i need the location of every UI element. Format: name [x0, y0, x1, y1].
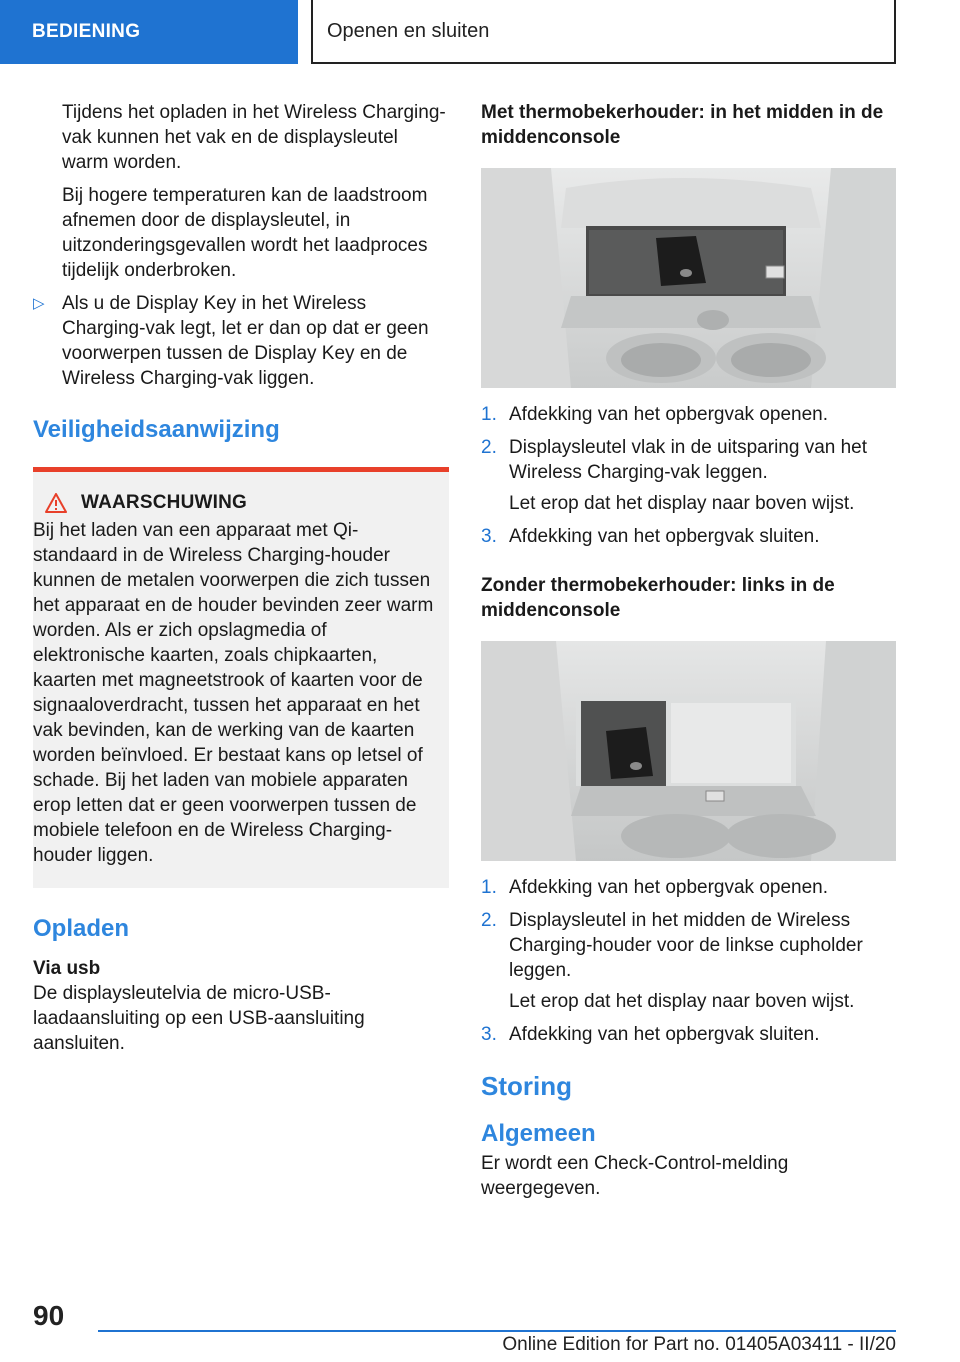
steps-without-holder [481, 875, 896, 1047]
step-item [481, 524, 896, 549]
bullet-item [33, 291, 449, 391]
warning-box [33, 467, 449, 888]
intro-paragraph-2: Bij hogere temperaturen kan de laadstroom afnemen door de displaysleutel, in uitzonderingsgevallen wordt het laadproces tijdelijk onderbroken. [62, 185, 428, 281]
warning-triangle-icon [45, 493, 67, 513]
fault-heading: Storing [481, 1071, 572, 1101]
step-number: 2. [481, 910, 497, 931]
console-illustration [481, 168, 896, 388]
step-text: Afdekking van het opbergvak openen. [509, 404, 829, 425]
chapter-title: Openen en sluiten [311, 0, 896, 64]
step-note: Let erop dat het display naar boven wijst. [509, 991, 855, 1012]
general-text: Er wordt een Check-Control-melding weergegeven. [481, 1153, 789, 1199]
bullet-text: Als u de Display Key in het Wireless Charging-vak legt, let er dan op dat er geen voorwerpen tussen de Display Key en de Wireless Charging-vak liggen. [62, 293, 429, 389]
footer-edition: Online Edition for Part no. 01405A03411 - II/20 [502, 1334, 896, 1355]
intro-paragraph-1: Tijdens het opladen in het Wireless Charging-vak kunnen het vak en de displaysleutel warm worden. [62, 102, 446, 173]
step-text: Displaysleutel in het midden de Wireless Charging-houder voor de linkse cupholder leggen. [509, 910, 863, 981]
with-holder-heading: Met thermobekerhouder: in het midden in de middenconsole [481, 102, 884, 148]
step-number: 3. [481, 1024, 497, 1045]
general-heading: Algemeen [481, 1120, 596, 1147]
section-tab: BEDIENING [0, 0, 298, 64]
console-photo-with-cupholder [481, 168, 896, 388]
step-number: 2. [481, 437, 497, 458]
step-number: 3. [481, 526, 497, 547]
console-illustration [481, 641, 896, 861]
step-item [481, 435, 896, 485]
step-number: 1. [481, 404, 497, 425]
warning-header [33, 492, 437, 514]
safety-heading: Veiligheidsaanwijzing [33, 416, 280, 443]
charging-heading: Opladen [33, 915, 130, 942]
step-item [481, 908, 896, 983]
steps-with-holder [481, 402, 896, 549]
step-text: Afdekking van het opbergvak sluiten. [509, 1024, 820, 1045]
left-column [33, 100, 449, 1056]
step-note: Let erop dat het display naar boven wijst. [509, 493, 855, 514]
right-column [481, 100, 896, 1201]
usb-heading: Via usb [33, 958, 101, 979]
triangle-bullet-icon: ▷ [33, 295, 45, 312]
step-text: Afdekking van het opbergvak sluiten. [509, 526, 820, 547]
without-holder-heading: Zonder thermobekerhouder: links in de middenconsole [481, 575, 835, 621]
step-item [481, 402, 896, 427]
step-text: Afdekking van het opbergvak openen. [509, 877, 829, 898]
page-number: 90 [33, 1300, 65, 1331]
step-number: 1. [481, 877, 497, 898]
step-item [481, 1022, 896, 1047]
step-text: Displaysleutel vlak in de uitsparing van het Wireless Charging-vak leggen. [509, 437, 868, 483]
usb-text: De displaysleutelvia de micro-USB-laadaansluiting op een USB-aansluiting aansluiten. [33, 983, 365, 1054]
console-photo-without-cupholder [481, 641, 896, 861]
warning-text: Bij het laden van een apparaat met Qi-standaard in de Wireless Charging-houder kunnen de metalen voorwerpen die zich tussen het apparaat en de houder bevinden zeer warm worden. Als er zich opslagmedia of elektronische kaarten, zoals chipkaarten, kaarten met magneetstrook of kaarten voor de signaaloverdracht, tussen het apparaat en het vak bevinden, kan de werking van de kaarten worden beïnvloed. Er bestaat kans op letsel of schade. Bij het laden van mobiele apparaten erop letten dat er geen voorwerpen tussen de mobiele telefoon en de Wireless Charging-houder liggen. [33, 520, 434, 866]
warning-title: WAARSCHUWING [81, 492, 247, 513]
step-item [481, 875, 896, 900]
